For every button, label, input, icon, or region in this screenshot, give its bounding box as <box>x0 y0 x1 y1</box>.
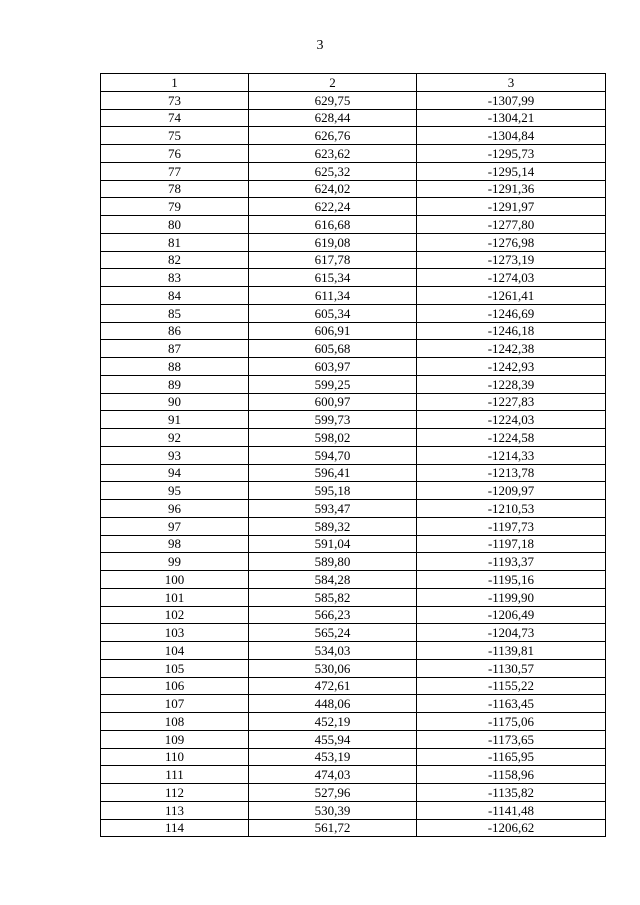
table-cell-col-3: -1295,14 <box>417 162 606 180</box>
table-cell-col-3: -1246,18 <box>417 322 606 340</box>
table-row <box>101 322 606 340</box>
table-row <box>101 216 606 234</box>
table-cell-col-1: 87 <box>101 340 249 358</box>
table-cell-col-1: 104 <box>101 642 249 660</box>
table-row <box>101 659 606 677</box>
table-row <box>101 393 606 411</box>
table-row <box>101 482 606 500</box>
table-cell-col-2: 600,97 <box>249 393 417 411</box>
table-row <box>101 606 606 624</box>
table-row <box>101 233 606 251</box>
table-cell-col-1: 76 <box>101 145 249 163</box>
table-cell-col-3: -1273,19 <box>417 251 606 269</box>
table-cell-col-3: -1295,73 <box>417 145 606 163</box>
table-cell-col-3: -1209,97 <box>417 482 606 500</box>
table-row <box>101 251 606 269</box>
table-cell-col-2: 605,68 <box>249 340 417 358</box>
table-cell-col-2: 594,70 <box>249 446 417 464</box>
table-cell-col-1: 79 <box>101 198 249 216</box>
table-cell-col-1: 91 <box>101 411 249 429</box>
table-cell-col-1: 90 <box>101 393 249 411</box>
table-cell-col-3: -1210,53 <box>417 500 606 518</box>
table-cell-col-3: -1199,90 <box>417 588 606 606</box>
table-cell-col-1: 78 <box>101 180 249 198</box>
table-row <box>101 127 606 145</box>
table-cell-col-3: -1195,16 <box>417 571 606 589</box>
table-cell-col-2: 589,80 <box>249 553 417 571</box>
table-cell-col-1: 100 <box>101 571 249 589</box>
table-cell-col-3: -1175,06 <box>417 713 606 731</box>
table-row <box>101 695 606 713</box>
table-cell-col-3: -1291,97 <box>417 198 606 216</box>
table-cell-col-2: 534,03 <box>249 642 417 660</box>
table-row <box>101 287 606 305</box>
table-cell-col-2: 616,68 <box>249 216 417 234</box>
table-row <box>101 624 606 642</box>
table-cell-col-2: 453,19 <box>249 748 417 766</box>
table-cell-col-3: -1197,18 <box>417 535 606 553</box>
table-cell-col-2: 530,06 <box>249 659 417 677</box>
table-cell-col-3: -1224,03 <box>417 411 606 429</box>
table-cell-col-3: -1139,81 <box>417 642 606 660</box>
table-cell-col-2: 623,62 <box>249 145 417 163</box>
table-cell-col-1: 96 <box>101 500 249 518</box>
table-cell-col-3: -1135,82 <box>417 784 606 802</box>
table-cell-col-1: 88 <box>101 358 249 376</box>
table-cell-col-2: 598,02 <box>249 429 417 447</box>
page-number: 3 <box>316 38 324 53</box>
table-cell-col-3: -1193,37 <box>417 553 606 571</box>
table-cell-col-2: 599,73 <box>249 411 417 429</box>
table-cell-col-2: 626,76 <box>249 127 417 145</box>
table-row <box>101 145 606 163</box>
table-cell-col-2: 603,97 <box>249 358 417 376</box>
table-cell-col-2: 595,18 <box>249 482 417 500</box>
table-cell-col-1: 81 <box>101 233 249 251</box>
table-cell-col-1: 113 <box>101 801 249 819</box>
table-row <box>101 375 606 393</box>
table-cell-col-1: 84 <box>101 287 249 305</box>
table-cell-col-2: 455,94 <box>249 730 417 748</box>
table-cell-col-2: 611,34 <box>249 287 417 305</box>
column-header-1: 1 <box>101 74 249 92</box>
table-cell-col-1: 98 <box>101 535 249 553</box>
table-row <box>101 553 606 571</box>
header-row <box>101 74 606 92</box>
table-row <box>101 464 606 482</box>
table-row <box>101 642 606 660</box>
table-cell-col-1: 83 <box>101 269 249 287</box>
table-cell-col-3: -1197,73 <box>417 517 606 535</box>
table-row <box>101 358 606 376</box>
table-row <box>101 304 606 322</box>
table-header <box>101 74 606 92</box>
table-cell-col-1: 105 <box>101 659 249 677</box>
table-row <box>101 269 606 287</box>
table-cell-col-3: -1206,62 <box>417 819 606 837</box>
table-row <box>101 198 606 216</box>
table-cell-col-1: 101 <box>101 588 249 606</box>
table-body <box>101 91 606 837</box>
column-header-2: 2 <box>249 74 417 92</box>
table-cell-col-1: 102 <box>101 606 249 624</box>
table-cell-col-1: 99 <box>101 553 249 571</box>
table-cell-col-3: -1204,73 <box>417 624 606 642</box>
table-row <box>101 571 606 589</box>
table-cell-col-1: 89 <box>101 375 249 393</box>
table-cell-col-3: -1163,45 <box>417 695 606 713</box>
table-row <box>101 784 606 802</box>
table-cell-col-1: 109 <box>101 730 249 748</box>
table-cell-col-1: 112 <box>101 784 249 802</box>
table-cell-col-3: -1155,22 <box>417 677 606 695</box>
table-cell-col-3: -1158,96 <box>417 766 606 784</box>
table-cell-col-2: 585,82 <box>249 588 417 606</box>
table-cell-col-1: 74 <box>101 109 249 127</box>
table-cell-col-3: -1165,95 <box>417 748 606 766</box>
table-row <box>101 91 606 109</box>
table-row <box>101 730 606 748</box>
table-row <box>101 517 606 535</box>
table-cell-col-3: -1276,98 <box>417 233 606 251</box>
table-cell-col-1: 92 <box>101 429 249 447</box>
table-row <box>101 411 606 429</box>
table-cell-col-3: -1242,93 <box>417 358 606 376</box>
table-cell-col-1: 94 <box>101 464 249 482</box>
table-cell-col-3: -1304,21 <box>417 109 606 127</box>
table-row <box>101 677 606 695</box>
table-cell-col-2: 605,34 <box>249 304 417 322</box>
table-row <box>101 748 606 766</box>
table-cell-col-2: 527,96 <box>249 784 417 802</box>
table-cell-col-2: 625,32 <box>249 162 417 180</box>
table-cell-col-2: 629,75 <box>249 91 417 109</box>
table-cell-col-2: 452,19 <box>249 713 417 731</box>
table-cell-col-3: -1130,57 <box>417 659 606 677</box>
table-row <box>101 535 606 553</box>
table-cell-col-1: 86 <box>101 322 249 340</box>
table-cell-col-2: 561,72 <box>249 819 417 837</box>
table-cell-col-3: -1224,58 <box>417 429 606 447</box>
table-row <box>101 500 606 518</box>
coordinates-table <box>100 73 606 837</box>
table-cell-col-3: -1206,49 <box>417 606 606 624</box>
table-row <box>101 588 606 606</box>
table-cell-col-1: 73 <box>101 91 249 109</box>
table-cell-col-2: 584,28 <box>249 571 417 589</box>
table-cell-col-2: 448,06 <box>249 695 417 713</box>
table-cell-col-1: 106 <box>101 677 249 695</box>
table-row <box>101 766 606 784</box>
table-cell-col-3: -1213,78 <box>417 464 606 482</box>
table-cell-col-2: 619,08 <box>249 233 417 251</box>
table-cell-col-3: -1214,33 <box>417 446 606 464</box>
table-cell-col-3: -1304,84 <box>417 127 606 145</box>
table-cell-col-2: 589,32 <box>249 517 417 535</box>
table-cell-col-2: 565,24 <box>249 624 417 642</box>
table-cell-col-3: -1228,39 <box>417 375 606 393</box>
table-cell-col-2: 530,39 <box>249 801 417 819</box>
table-cell-col-2: 628,44 <box>249 109 417 127</box>
table-cell-col-2: 593,47 <box>249 500 417 518</box>
table-cell-col-2: 624,02 <box>249 180 417 198</box>
table-cell-col-2: 474,03 <box>249 766 417 784</box>
table-cell-col-1: 95 <box>101 482 249 500</box>
table-row <box>101 801 606 819</box>
table-cell-col-2: 599,25 <box>249 375 417 393</box>
table-cell-col-3: -1277,80 <box>417 216 606 234</box>
table-cell-col-1: 107 <box>101 695 249 713</box>
table-cell-col-1: 110 <box>101 748 249 766</box>
table-cell-col-1: 111 <box>101 766 249 784</box>
table-cell-col-1: 82 <box>101 251 249 269</box>
table-cell-col-3: -1291,36 <box>417 180 606 198</box>
table-cell-col-3: -1227,83 <box>417 393 606 411</box>
table-cell-col-1: 108 <box>101 713 249 731</box>
table-cell-col-2: 615,34 <box>249 269 417 287</box>
table-row <box>101 429 606 447</box>
table-cell-col-1: 80 <box>101 216 249 234</box>
table-row <box>101 819 606 837</box>
table-cell-col-1: 85 <box>101 304 249 322</box>
table-row <box>101 713 606 731</box>
table-cell-col-1: 75 <box>101 127 249 145</box>
table-cell-col-2: 566,23 <box>249 606 417 624</box>
table-cell-col-1: 93 <box>101 446 249 464</box>
table-cell-col-3: -1173,65 <box>417 730 606 748</box>
table-cell-col-3: -1242,38 <box>417 340 606 358</box>
table-cell-col-3: -1261,41 <box>417 287 606 305</box>
table-cell-col-2: 591,04 <box>249 535 417 553</box>
table-cell-col-1: 114 <box>101 819 249 837</box>
table-row <box>101 446 606 464</box>
table-cell-col-1: 103 <box>101 624 249 642</box>
table-cell-col-1: 97 <box>101 517 249 535</box>
table-row <box>101 109 606 127</box>
table-cell-col-2: 596,41 <box>249 464 417 482</box>
table-cell-col-2: 472,61 <box>249 677 417 695</box>
table-cell-col-2: 617,78 <box>249 251 417 269</box>
table-cell-col-3: -1307,99 <box>417 91 606 109</box>
column-header-3: 3 <box>417 74 606 92</box>
table-row <box>101 340 606 358</box>
table-cell-col-3: -1141,48 <box>417 801 606 819</box>
table-row <box>101 162 606 180</box>
table-cell-col-3: -1246,69 <box>417 304 606 322</box>
table-cell-col-3: -1274,03 <box>417 269 606 287</box>
table-row <box>101 180 606 198</box>
table-cell-col-2: 606,91 <box>249 322 417 340</box>
table-cell-col-1: 77 <box>101 162 249 180</box>
table-cell-col-2: 622,24 <box>249 198 417 216</box>
